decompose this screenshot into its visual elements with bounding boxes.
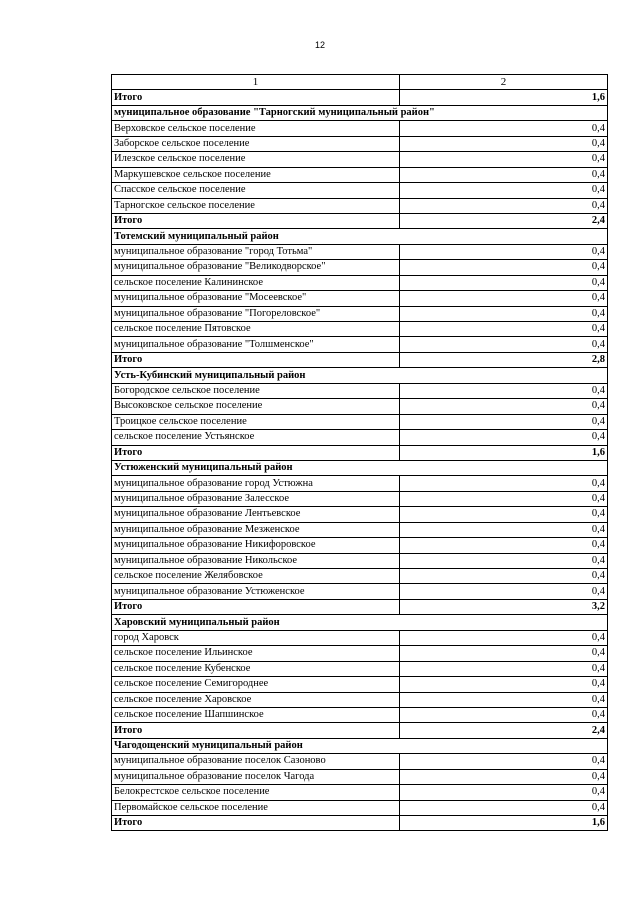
subtotal-value: 2,4 [400, 723, 608, 738]
table-row [112, 399, 608, 414]
value-cell: 0,4 [400, 167, 608, 182]
table-row [112, 522, 608, 537]
table-row [112, 677, 608, 692]
column-header-1: 1 [112, 75, 400, 90]
value-cell: 0,4 [400, 383, 608, 398]
page-number: 12 [314, 40, 325, 50]
table-row [112, 430, 608, 445]
settlement-name: сельское поселение Калининское [112, 275, 400, 290]
settlement-name: Троицкое сельское поселение [112, 414, 400, 429]
table-row [112, 167, 608, 182]
settlement-name: Верховское сельское поселение [112, 121, 400, 136]
settlement-name: муниципальное образование "Великодворское" [112, 260, 400, 275]
value-cell: 0,4 [400, 692, 608, 707]
subtotal-row [112, 213, 608, 228]
subtotal-label: Итого [112, 352, 400, 367]
section-heading: Устюженский муниципальный район [112, 460, 608, 475]
value-cell: 0,4 [400, 646, 608, 661]
table-row [112, 337, 608, 352]
value-cell: 0,4 [400, 337, 608, 352]
table-row [112, 692, 608, 707]
table-row [112, 275, 608, 290]
value-cell: 0,4 [400, 322, 608, 337]
value-cell: 0,4 [400, 430, 608, 445]
value-cell: 0,4 [400, 244, 608, 259]
value-cell: 0,4 [400, 121, 608, 136]
value-cell: 0,4 [400, 677, 608, 692]
value-cell: 0,4 [400, 754, 608, 769]
settlement-name: муниципальное образование город Устюжна [112, 476, 400, 491]
section-heading-row [112, 368, 608, 383]
table-row [112, 661, 608, 676]
settlement-name: Илезское сельское поселение [112, 152, 400, 167]
subtotal-label: Итого [112, 723, 400, 738]
table-row [112, 646, 608, 661]
subtotal-value: 1,6 [400, 445, 608, 460]
value-cell: 0,4 [400, 183, 608, 198]
value-cell: 0,4 [400, 260, 608, 275]
section-heading-row [112, 460, 608, 475]
settlement-name: муниципальное образование "Погореловское" [112, 306, 400, 321]
settlement-name: Белокрестское сельское поселение [112, 785, 400, 800]
table-row [112, 136, 608, 151]
value-cell: 0,4 [400, 584, 608, 599]
value-cell: 0,4 [400, 769, 608, 784]
table-row [112, 260, 608, 275]
value-cell: 0,4 [400, 476, 608, 491]
value-cell: 0,4 [400, 198, 608, 213]
subtotal-value: 2,8 [400, 352, 608, 367]
subtotal-row [112, 90, 608, 105]
subtotal-row [112, 352, 608, 367]
section-heading-row [112, 615, 608, 630]
section-heading: Харовский муниципальный район [112, 615, 608, 630]
settlement-name: муниципальное образование Мезженское [112, 522, 400, 537]
settlement-name: Тарногское сельское поселение [112, 198, 400, 213]
value-cell: 0,4 [400, 538, 608, 553]
section-heading-row [112, 229, 608, 244]
table-row [112, 491, 608, 506]
settlement-name: Высоковское сельское поселение [112, 399, 400, 414]
settlement-name: Первомайское сельское поселение [112, 800, 400, 815]
value-cell: 0,4 [400, 136, 608, 151]
table-row [112, 584, 608, 599]
table-row [112, 198, 608, 213]
settlement-name: Маркушевское сельское поселение [112, 167, 400, 182]
table-row [112, 754, 608, 769]
value-cell: 0,4 [400, 785, 608, 800]
settlement-name: сельское поселение Семигороднее [112, 677, 400, 692]
subtotal-row [112, 816, 608, 831]
table-row [112, 322, 608, 337]
table-row [112, 800, 608, 815]
subtotal-label: Итого [112, 90, 400, 105]
settlement-name: муниципальное образование Залесское [112, 491, 400, 506]
section-heading: Чагодощенский муниципальный район [112, 738, 608, 753]
subtotal-row [112, 445, 608, 460]
subtotal-label: Итого [112, 816, 400, 831]
value-cell: 0,4 [400, 800, 608, 815]
section-heading-row [112, 738, 608, 753]
value-cell: 0,4 [400, 630, 608, 645]
value-cell: 0,4 [400, 291, 608, 306]
subtotal-row [112, 599, 608, 614]
section-heading: Тотемский муниципальный район [112, 229, 608, 244]
table-row [112, 630, 608, 645]
subtotal-row [112, 723, 608, 738]
value-cell: 0,4 [400, 306, 608, 321]
column-header-2: 2 [400, 75, 608, 90]
value-cell: 0,4 [400, 569, 608, 584]
value-cell: 0,4 [400, 152, 608, 167]
settlement-name: Богородское сельское поселение [112, 383, 400, 398]
settlement-name: муниципальное образование "Мосеевское" [112, 291, 400, 306]
value-cell: 0,4 [400, 507, 608, 522]
settlement-name: сельское поселение Желябовское [112, 569, 400, 584]
settlement-name: город Харовск [112, 630, 400, 645]
table-row [112, 244, 608, 259]
settlement-name: сельское поселение Ильинское [112, 646, 400, 661]
table-row [112, 291, 608, 306]
table-row [112, 553, 608, 568]
settlement-name: муниципальное образование Никифоровское [112, 538, 400, 553]
settlement-name: сельское поселение Пятовское [112, 322, 400, 337]
settlement-name: Заборское сельское поселение [112, 136, 400, 151]
table-row [112, 383, 608, 398]
settlement-name: муниципальное образование "город Тотьма" [112, 244, 400, 259]
settlement-name: сельское поселение Кубенское [112, 661, 400, 676]
subtotal-label: Итого [112, 213, 400, 228]
settlement-name: сельское поселение Харовское [112, 692, 400, 707]
value-cell: 0,4 [400, 707, 608, 722]
settlement-name: сельское поселение Шапшинское [112, 707, 400, 722]
settlement-name: муниципальное образование Никольское [112, 553, 400, 568]
table-row [112, 476, 608, 491]
section-heading: муниципальное образование "Тарногский муниципальный район" [112, 105, 608, 120]
value-cell: 0,4 [400, 522, 608, 537]
table-row [112, 414, 608, 429]
table-row [112, 707, 608, 722]
table-row [112, 121, 608, 136]
value-cell: 0,4 [400, 414, 608, 429]
section-heading-row [112, 105, 608, 120]
value-cell: 0,4 [400, 553, 608, 568]
table-header-row [112, 75, 608, 90]
value-cell: 0,4 [400, 491, 608, 506]
settlement-name: муниципальное образование "Толшменское" [112, 337, 400, 352]
subtotal-value: 1,6 [400, 90, 608, 105]
settlement-name: муниципальное образование Лентьевское [112, 507, 400, 522]
table-row [112, 183, 608, 198]
table-row [112, 785, 608, 800]
subtotal-label: Итого [112, 599, 400, 614]
table-row [112, 306, 608, 321]
settlement-name: муниципальное образование Устюженское [112, 584, 400, 599]
table-row [112, 769, 608, 784]
value-cell: 0,4 [400, 661, 608, 676]
settlement-name: муниципальное образование поселок Сазоново [112, 754, 400, 769]
table-row [112, 507, 608, 522]
table-row [112, 569, 608, 584]
settlement-name: муниципальное образование поселок Чагода [112, 769, 400, 784]
subtotal-value: 2,4 [400, 213, 608, 228]
table-row [112, 538, 608, 553]
value-cell: 0,4 [400, 399, 608, 414]
settlement-name: Спасское сельское поселение [112, 183, 400, 198]
allocation-table [111, 74, 608, 831]
settlement-name: сельское поселение Устьянское [112, 430, 400, 445]
subtotal-value: 3,2 [400, 599, 608, 614]
table-row [112, 152, 608, 167]
value-cell: 0,4 [400, 275, 608, 290]
subtotal-label: Итого [112, 445, 400, 460]
subtotal-value: 1,6 [400, 816, 608, 831]
section-heading: Усть-Кубинский муниципальный район [112, 368, 608, 383]
